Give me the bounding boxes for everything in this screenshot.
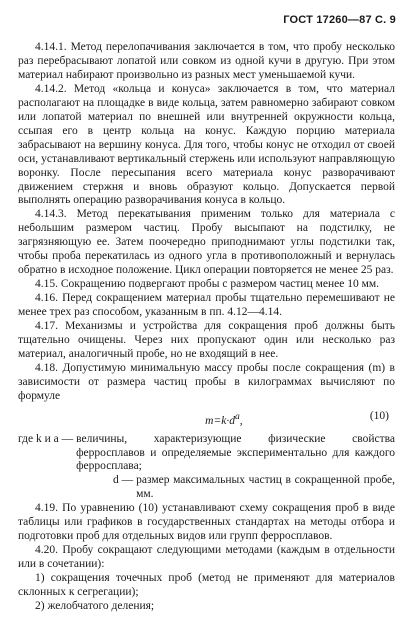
document-body — [18, 41, 395, 614]
formula-expression — [18, 410, 370, 429]
paragraph-4-18: 4.18. Допустимую минимальную массу пробы после сокращения (m) в зависимости от размера частиц пробы в килограммах вычисляют по формуле — [18, 361, 395, 402]
paragraph-4-16: 4.16. Перед сокращением материал пробы тщательно перемешивают не менее трех раз способом, указанным в пп. 4.12—4.14. — [18, 292, 395, 319]
formula-10 — [18, 410, 395, 429]
paragraph-4-19: 4.19. По уравнению (10) устанавливают схему сокращения проб в виде таблицы или графиков в государственных стандартах на методы отбора и подготовки проб для отдельных видов или групп ферросплавов. — [18, 502, 395, 543]
list-item-1: 1) сокращения точечных проб (метод не применяют для материалов склонных к сегрегации); — [18, 572, 395, 599]
paragraph-4-14-3: 4.14.3. Метод перекатывания применим только для материала с небольшим размером частиц. Пробу высыпают на подстилку, не загрязняющую ее. Затем поочередно приподнимают углы подстилки так, чтобы проба перекатилась из одного угла в противоположный и вернулась обратно в исходное положение. Цикл операции повторяется не менее 25 раз. — [18, 208, 395, 277]
definition-text-d: размер максимальных частиц в сокращенной пробе, мм. — [136, 474, 395, 501]
paragraph-4-14-2: 4.14.2. Метод «кольца и конуса» заключается в том, что материал располагают на площадке в виде кольца, затем равномерно забирают совком или лопатой материал по внешней или внутренней окружности кольца, ссыпая его в центр кольца на конус. Каждую порцию материала забрасывают на вершину конуса. Для того, чтобы конус не отходил от своей оси, устанавливают вертикальный стержень или используют направляющую воронку. После пересыпания всего материала конус разворачивают движением стержня и вновь образуют кольцо. Допускается первой выполнять операцию разворачивания конуса в кольцо. — [18, 82, 395, 207]
page-header: ГОСТ 17260—87 С. 9 — [283, 14, 396, 26]
paragraph-4-17: 4.17. Механизмы и устройства для сокращения проб должны быть тщательно очищены. Через них пропускают один или несколько раз материал, аналогичный пробе, но не входящий в нее. — [18, 320, 395, 360]
formula-comma: , — [239, 414, 243, 427]
definition-term-d: d — — [113, 474, 134, 487]
formula-definitions — [18, 433, 395, 503]
definition-d — [18, 474, 395, 502]
formula-base: m=k·d — [205, 414, 235, 427]
formula-number: (10) — [369, 409, 389, 422]
paragraph-4-20: 4.20. Пробу сокращают следующими методами (каждым в отдельности или в сочетании): — [18, 544, 395, 571]
list-item-2: 2) желобчатого деления; — [35, 600, 155, 612]
paragraph-4-15: 4.15. Сокращению подвергают пробы с размером частиц менее 10 мм. — [35, 278, 380, 291]
formula-exponent: a — [234, 410, 240, 422]
definition-term-k-a: где k и a — — [18, 432, 74, 445]
definition-text-k-a: величины, характеризующие физические свойства ферросплавов и определяемые экспериментально для каждого ферросплава; — [76, 432, 395, 473]
paragraph-4-14-1: 4.14.1. Метод перелопачивания заключается в том, что пробу несколько раз перебрасывают лопатой или совком из одной кучи в другую. При этом материал набирают произвольно из разных мест уменьшаемой кучи. — [18, 41, 395, 81]
definition-k-a — [18, 433, 395, 475]
